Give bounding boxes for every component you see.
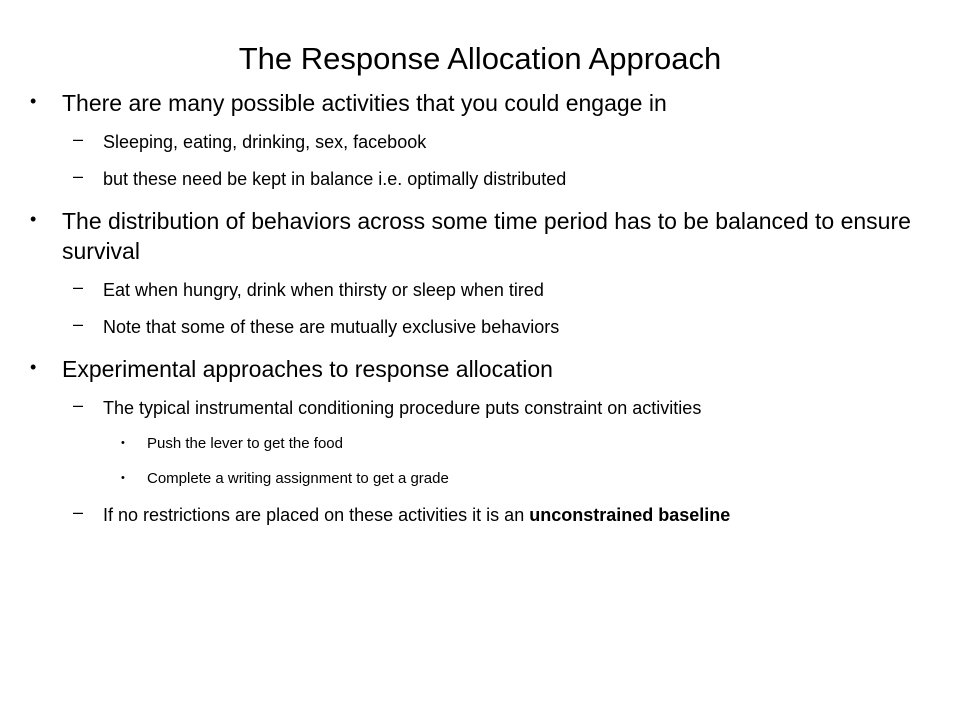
sub-item-text: Eat when hungry, drink when thirsty or sleep when tired: [103, 280, 544, 300]
emphasis-text: unconstrained baseline: [529, 505, 731, 525]
dash-icon: –: [73, 395, 84, 415]
bullet-text: Experimental approaches to response allocation: [62, 356, 553, 382]
sub-item-text-prefix: If no restrictions are placed on these activities it is an: [103, 505, 530, 525]
dash-icon: –: [73, 129, 84, 149]
subsub-item-3-1-1: [0, 432, 960, 456]
dash-icon: –: [73, 166, 84, 186]
sub-item-text: Sleeping, eating, drinking, sex, facebook: [103, 132, 427, 152]
sub-item-text: but these need be kept in balance i.e. optimally distributed: [103, 169, 567, 189]
bullet-text: The distribution of behaviors across some time period has to be balanced to ensure survival: [62, 208, 911, 264]
sub-item-3-2: [0, 502, 960, 528]
sub-item-2-2: [0, 314, 960, 340]
bullet-text: There are many possible activities that you could engage in: [62, 90, 667, 116]
bullet-item-2: [0, 206, 960, 266]
dash-icon: –: [73, 314, 84, 334]
sub-item-1-1: [0, 129, 960, 155]
bullet-item-1: [0, 88, 960, 118]
dash-icon: –: [73, 502, 84, 522]
bullet-icon: •: [121, 472, 125, 484]
sub-item-3-1: [0, 395, 960, 421]
bullet-icon: •: [121, 437, 125, 449]
sub-item-2-1: [0, 277, 960, 303]
subsub-item-text: Complete a writing assignment to get a grade: [147, 470, 449, 487]
bullet-icon: •: [30, 357, 37, 377]
bullet-icon: •: [30, 209, 37, 229]
sub-item-text: [103, 502, 960, 528]
bullet-icon: •: [30, 91, 37, 111]
subsub-item-text: Push the lever to get the food: [147, 435, 343, 452]
bullet-item-3: [0, 354, 960, 384]
sub-item-1-2: [0, 166, 960, 192]
slide-title: The Response Allocation Approach: [238, 41, 722, 76]
subsub-item-3-1-2: [0, 467, 960, 491]
slide-content: [0, 88, 960, 528]
dash-icon: –: [73, 277, 84, 297]
sub-item-text: The typical instrumental conditioning procedure puts constraint on activities: [103, 398, 702, 418]
sub-item-text: Note that some of these are mutually exclusive behaviors: [103, 317, 560, 337]
